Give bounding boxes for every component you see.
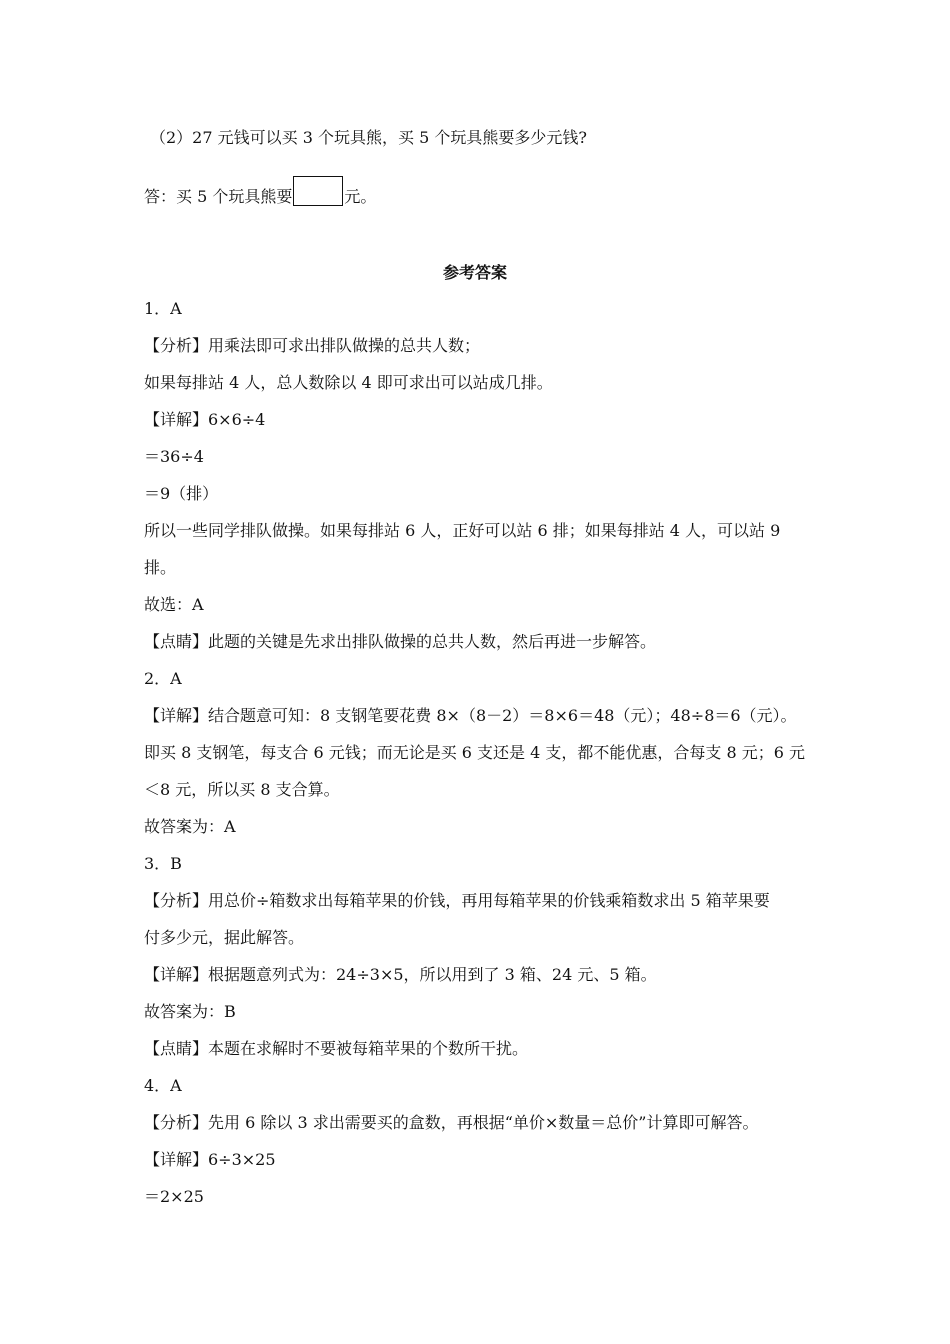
text-line: 1．A xyxy=(144,299,182,318)
text-line: 所以一些同学排队做操。如果每排站 6 人，正好可以站 6 排；如果每排站 4 人，可以站 9 xyxy=(144,521,781,540)
answer-suffix: 元。 xyxy=(344,187,377,206)
answer-prefix: 答：买 5 个玩具熊要 xyxy=(144,187,293,206)
text-line: 【详解】6×6÷4 xyxy=(144,410,266,429)
text-line: ＝9（排） xyxy=(144,484,219,503)
text-line: 【详解】6÷3×25 xyxy=(144,1150,276,1169)
text-line: 【详解】根据题意列式为：24÷3×5，所以用到了 3 箱、24 元、5 箱。 xyxy=(144,965,657,984)
text-line: 2．A xyxy=(144,669,182,688)
text-line: 4．A xyxy=(144,1076,182,1095)
section-title: 参考答案 xyxy=(442,263,507,282)
text-line: ＜8 元，所以买 8 支合算。 xyxy=(144,780,340,799)
answer-line xyxy=(144,176,376,207)
text-line: ＝2×25 xyxy=(144,1187,204,1206)
text-line: 【分析】用总价÷箱数求出每箱苹果的价钱，再用每箱苹果的价钱乘箱数求出 5 箱苹果要 xyxy=(144,891,770,910)
text-line: 【分析】用乘法即可求出排队做操的总共人数； xyxy=(144,336,481,355)
text-line: 付多少元，据此解答。 xyxy=(144,928,305,947)
text-line: 排。 xyxy=(144,558,177,577)
text-line: 即买 8 支钢笔，每支合 6 元钱；而无论是买 6 支还是 4 支，都不能优惠，合每支 8 元；6 元 xyxy=(144,743,806,762)
text-line: 3．B xyxy=(144,854,182,873)
text-line: 【点睛】此题的关键是先求出排队做操的总共人数，然后再进一步解答。 xyxy=(144,632,657,651)
text-line: 故答案为：A xyxy=(144,817,236,836)
text-line: 【分析】先用 6 除以 3 求出需要买的盒数，再根据“单价×数量＝总价”计算即可解答。 xyxy=(144,1113,759,1132)
text-line: 故答案为：B xyxy=(144,1002,236,1021)
text-line: 【点睛】本题在求解时不要被每箱苹果的个数所干扰。 xyxy=(144,1039,529,1058)
answer-blank-box[interactable] xyxy=(293,176,343,206)
text-line: ＝36÷4 xyxy=(144,447,204,466)
text-line: 【详解】结合题意可知：8 支钢笔要花费 8×（8－2）＝8×6＝48（元）；48÷8＝6（元）。 xyxy=(144,706,797,725)
question-part-2: （2）27 元钱可以买 3 个玩具熊，买 5 个玩具熊要多少元钱? xyxy=(150,128,587,147)
text-line: 故选：A xyxy=(144,595,204,614)
text-line: 如果每排站 4 人，总人数除以 4 即可求出可以站成几排。 xyxy=(144,373,553,392)
